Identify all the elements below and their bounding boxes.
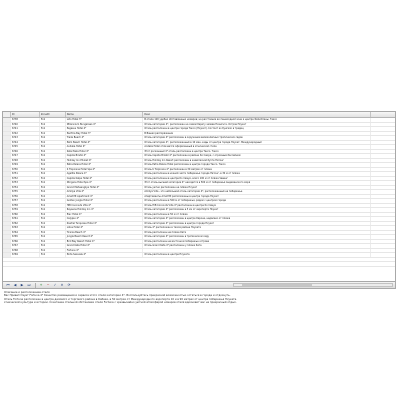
cell-extra[interactable]	[371, 240, 395, 244]
row-selector[interactable]	[3, 163, 11, 167]
cell-desc[interactable]: Отель Grand Kata 4* расположен у пляжа Ката	[143, 244, 371, 248]
cell-desc[interactable]: Этот роскошный 4* отель расположен в центре Таксо. Таксо	[143, 150, 371, 154]
row-selector[interactable]	[3, 249, 11, 253]
column-header-desc[interactable]: Desc	[143, 112, 371, 117]
cell-id[interactable]: 6767	[11, 244, 40, 248]
cell-id[interactable]: 6764	[11, 231, 40, 235]
cell-name[interactable]: Palm Beach Hotel 4*	[66, 141, 144, 145]
cancel-edit-icon[interactable]: ✕	[60, 283, 64, 287]
cell-extra[interactable]	[371, 190, 395, 194]
row-selector[interactable]	[3, 154, 11, 158]
cell-desc[interactable]: Отель уютно расположен на пляже Пхукет	[143, 186, 371, 190]
cell-extra[interactable]	[371, 118, 395, 122]
row-selector[interactable]	[3, 226, 11, 230]
cell-id[interactable]: 6748	[11, 159, 40, 163]
cell-desc[interactable]: Отель Capote Bristol 4* расположен в районе Ко Самуи, с огромным бассейном	[143, 154, 371, 158]
cell-extra[interactable]	[371, 217, 395, 221]
cell-zone[interactable]: 511	[40, 127, 66, 131]
cell-name[interactable]: K Tropicana Hotel Spa 4*	[66, 168, 144, 172]
row-selector[interactable]	[3, 123, 11, 127]
cell-desc[interactable]: Этот отель высшей категории 4* находится в 500 м от побережья Андаманского моря	[143, 181, 371, 185]
cell-zone[interactable]: 511	[40, 190, 66, 194]
row-selector[interactable]	[3, 132, 11, 136]
cell-zone[interactable]: 511	[40, 226, 66, 230]
row-selector[interactable]	[3, 208, 11, 212]
cell-name[interactable]: Millennium Bungalows 4*	[66, 123, 144, 127]
cell-id[interactable]: 6761	[11, 217, 40, 221]
cell-desc[interactable]: Отель расположен в 500 м от побережья, рядом с центром города	[143, 199, 371, 203]
cell-extra[interactable]	[371, 253, 395, 257]
horizontal-scrollbar[interactable]	[233, 283, 393, 287]
cell-name[interactable]: Capote Bristol 4*	[66, 154, 144, 158]
cell-extra[interactable]	[371, 213, 395, 217]
cell-desc[interactable]: Отель HIB Coconuts Villa 4* расположен в центре Ко Самуи	[143, 204, 371, 208]
cell-name[interactable]: Grand Mahaengkya Hotel 4*	[66, 186, 144, 190]
cell-zone[interactable]: 511	[40, 235, 66, 239]
row-selector[interactable]	[3, 150, 11, 154]
cell-extra[interactable]	[371, 172, 395, 176]
cell-id[interactable]: 6757	[11, 199, 40, 203]
cell-extra[interactable]	[371, 181, 395, 185]
cell-zone[interactable]: 511	[40, 186, 66, 190]
cell-name[interactable]: Elec Hotel 4*	[66, 213, 144, 217]
cell-extra[interactable]	[371, 141, 395, 145]
cell-name[interactable]: Agelitis Palace 4*	[66, 172, 144, 176]
description-panel[interactable]	[2, 290, 396, 310]
cell-desc[interactable]: Отель категории 4* расположен в 5 км от аэропорта Пхукет	[143, 208, 371, 212]
cell-zone[interactable]: 511	[40, 123, 66, 127]
first-record-icon[interactable]: ⏮	[6, 283, 10, 287]
cell-desc[interactable]	[143, 249, 371, 253]
scrollbar-thumb[interactable]	[242, 284, 312, 286]
cell-id[interactable]: 6762	[11, 222, 40, 226]
cell-zone[interactable]: 511	[40, 181, 66, 185]
cell-desc[interactable]: Отель категории 4*, расположен на самом берегу залива Пхангнга. Остров Пхукет	[143, 123, 371, 127]
cell-id[interactable]: 6765	[11, 235, 40, 239]
add-record-icon[interactable]: +	[39, 283, 43, 287]
cell-extra[interactable]	[371, 127, 395, 131]
cell-name[interactable]: Jungle Beach Resort 4*	[66, 235, 144, 239]
cell-id[interactable]: 6746	[11, 150, 40, 154]
column-header-extra[interactable]	[371, 112, 395, 117]
cell-id[interactable]: 6769	[11, 253, 40, 257]
cell-desc[interactable]: В Ваших распоряжении	[143, 132, 371, 136]
description-line: этнической культуре и истории. Сочетание стильной обстановки отеля Fortuna с чрезвычайно уютной атмосферой номеров отеля вдохновит вас на прекрасный отдых.	[4, 301, 237, 305]
row-selector[interactable]	[3, 118, 11, 122]
cell-zone[interactable]: 511	[40, 150, 66, 154]
row-selector[interactable]	[3, 181, 11, 185]
cell-extra[interactable]	[371, 145, 395, 149]
cell-zone[interactable]: 511	[40, 253, 66, 257]
cell-extra[interactable]	[371, 244, 395, 248]
row-selector[interactable]	[3, 213, 11, 217]
row-selector[interactable]	[3, 127, 11, 131]
cell-id[interactable]: 6749	[11, 163, 40, 167]
cell-zone[interactable]: 511	[40, 136, 66, 140]
row-selector-header	[3, 112, 11, 117]
cell-name[interactable]: Trade Beach 4*	[66, 136, 144, 140]
cell-extra[interactable]	[371, 163, 395, 167]
cell-name[interactable]: Fortune 4*	[66, 249, 144, 253]
last-record-icon[interactable]: ⏭	[27, 283, 31, 287]
cell-id[interactable]: 6759	[11, 208, 40, 212]
row-selector[interactable]	[3, 204, 11, 208]
cell-id[interactable]: 6766	[11, 240, 40, 244]
cell-extra[interactable]	[371, 208, 395, 212]
cell-extra[interactable]	[371, 136, 395, 140]
confirm-edit-icon[interactable]: ✓	[53, 283, 57, 287]
cell-desc[interactable]: Отель Holiday Inn Resort расположен в живописной бухте Патонг	[143, 159, 371, 163]
cell-id[interactable]: 6750	[11, 168, 40, 172]
cell-name[interactable]: Zoetrel Turquoise Hotel 4*	[66, 222, 144, 226]
row-selector[interactable]	[3, 231, 11, 235]
cell-desc[interactable]: Amiliya Villa - это небольшой отель категории 4*, расположенный на побережье	[143, 190, 371, 194]
cell-extra[interactable]	[371, 177, 395, 181]
toolbar-separator	[35, 283, 36, 288]
cell-zone[interactable]: 511	[40, 132, 66, 136]
cell-extra[interactable]	[371, 123, 395, 127]
cell-name[interactable]: Amat Mt Apartment 4*	[66, 195, 144, 199]
cell-desc[interactable]: Отель расположен в центре Пхукета	[143, 253, 371, 257]
cell-name[interactable]: Amiliya Villa 4*	[66, 190, 144, 194]
cell-extra[interactable]	[371, 154, 395, 158]
row-selector[interactable]	[3, 186, 11, 190]
row-selector[interactable]	[3, 222, 11, 226]
cell-name[interactable]: Capote Kalpa Hotel 4*	[66, 177, 144, 181]
cell-zone[interactable]: 511	[40, 240, 66, 244]
cell-name[interactable]: HIB Coconuts Villa 4*	[66, 204, 144, 208]
cell-extra[interactable]	[371, 222, 395, 226]
cell-name[interactable]: Pacifica Bay Hotel 3*	[66, 132, 144, 136]
row-selector[interactable]	[3, 190, 11, 194]
cell-name[interactable]: Pinta Seaview 4*	[66, 253, 144, 257]
cell-zone[interactable]: 511	[40, 199, 66, 203]
column-header-zone[interactable]: ZoneID	[40, 112, 66, 117]
cell-desc[interactable]: Отель расположен в центре Ко Самуи, всего 100 м от пляжа Чавенг	[143, 177, 371, 181]
cell-zone[interactable]: 511	[40, 231, 66, 235]
cell-desc[interactable]: Отель расположен в 50 м от пляжа	[143, 213, 371, 217]
cell-zone[interactable]: 511	[40, 213, 66, 217]
cell-zone[interactable]: 511	[40, 244, 66, 248]
cell-desc[interactable]: В отеле 120 удобно обставленных номеров; на расстоянии во пешеходной зоне и центре Филиппины. Таксо	[143, 118, 371, 122]
column-header-name[interactable]: Name	[66, 112, 144, 117]
cell-zone[interactable]: 511	[40, 208, 66, 212]
cell-name[interactable]: Holiday Inn Phuket 4*	[66, 159, 144, 163]
cell-name[interactable]: Rayaana Holiday Inn 4*	[66, 208, 144, 212]
cell-extra[interactable]	[371, 195, 395, 199]
cell-zone[interactable]: 511	[40, 177, 66, 181]
cell-extra[interactable]	[371, 159, 395, 163]
cell-name[interactable]: Pegasus Hotel 4*	[66, 127, 144, 131]
row-selector[interactable]	[3, 217, 11, 221]
cell-id[interactable]: 6743	[11, 136, 40, 140]
cell-extra[interactable]	[371, 235, 395, 239]
cell-extra[interactable]	[371, 226, 395, 230]
cell-name[interactable]: Morgans Hotel Spa 4*	[66, 181, 144, 185]
cell-id[interactable]: 6738	[11, 118, 40, 122]
description-line: Вас Приветствует Fortuna 4* Качество размещения и сервиса этого отеля категории 4*. Воспользуйтесь прекрасной возможностью остаться в городе и отдохнуть.	[4, 294, 231, 298]
cell-desc[interactable]: Отель расположен на пляже Ката	[143, 231, 371, 235]
cell-zone[interactable]: 511	[40, 172, 66, 176]
cell-id[interactable]: 6747	[11, 154, 40, 158]
cell-desc[interactable]: Отель категории 4*, расположенный в 10 мин. езды от центра города Пхукет. Международный	[143, 141, 371, 145]
cell-id[interactable]: 6755	[11, 190, 40, 194]
cell-zone[interactable]: 511	[40, 154, 66, 158]
cell-id[interactable]: 6742	[11, 132, 40, 136]
cell-extra[interactable]	[371, 168, 395, 172]
cell-desc[interactable]: Отель категории 4* расположен в центре города Пхукет	[143, 222, 371, 226]
cell-extra[interactable]	[371, 132, 395, 136]
cell-extra[interactable]	[371, 204, 395, 208]
cell-name[interactable]: Tirania Beach 4*	[66, 231, 144, 235]
cell-zone[interactable]: 511	[40, 145, 66, 149]
row-selector[interactable]	[3, 177, 11, 181]
description-line: Описание и расположение отеля	[4, 291, 50, 294]
cell-desc[interactable]: Отель расположен в южной части побережья города Патонг, в 30 м от пляжа	[143, 172, 371, 176]
cell-desc[interactable]: Отель расположен в центре города Таксо (Пхукет). Состоит из бунгало в традиц	[143, 127, 371, 131]
cell-id[interactable]: 6763	[11, 226, 40, 230]
cell-zone[interactable]: 511	[40, 204, 66, 208]
cell-desc[interactable]: Отель категории 4* расположен в окружении великолепных тропических садов	[143, 136, 371, 140]
cell-id[interactable]: 6754	[11, 186, 40, 190]
cell-id[interactable]: 6760	[11, 213, 40, 217]
data-grid[interactable]	[2, 111, 396, 282]
row-selector[interactable]	[3, 253, 11, 257]
cell-id[interactable]: 6756	[11, 195, 40, 199]
row-selector[interactable]	[3, 168, 11, 172]
cell-name[interactable]: Calypso 4*	[66, 217, 144, 221]
cell-zone[interactable]: 511	[40, 159, 66, 163]
previous-record-icon[interactable]: ◀	[13, 283, 17, 287]
cell-extra[interactable]	[371, 199, 395, 203]
cell-desc[interactable]: Отель расположен на восточном побережье острова	[143, 240, 371, 244]
cell-id[interactable]: 6744	[11, 141, 40, 145]
row-selector[interactable]	[3, 240, 11, 244]
cell-id[interactable]: 6753	[11, 181, 40, 185]
row-selector[interactable]	[3, 195, 11, 199]
cell-desc[interactable]: Апартаменты Amat Mt расположены в центре города Пхукет	[143, 195, 371, 199]
cell-id[interactable]: 6745	[11, 145, 40, 149]
row-selector[interactable]	[3, 199, 11, 203]
cell-extra[interactable]	[371, 186, 395, 190]
cell-zone[interactable]: 511	[40, 141, 66, 145]
cell-zone[interactable]: 511	[40, 118, 66, 122]
row-selector[interactable]	[3, 141, 11, 145]
cell-name[interactable]: Kata Plaza Hotel 4*	[66, 150, 144, 154]
cell-name[interactable]: Grand Kata Hotel 4*	[66, 244, 144, 248]
cell-extra[interactable]	[371, 231, 395, 235]
row-selector[interactable]	[3, 159, 11, 163]
cell-name[interactable]: Golden Jungle Hotel 4*	[66, 199, 144, 203]
cell-id[interactable]: 6741	[11, 127, 40, 131]
row-selector[interactable]	[3, 172, 11, 176]
cell-zone[interactable]: 511	[40, 163, 66, 167]
cell-extra[interactable]	[371, 249, 395, 253]
cell-desc[interactable]: Отель K Tropicana 4* расположен в 30 метрах от пляжа	[143, 168, 371, 172]
delete-record-icon[interactable]: −	[46, 283, 50, 287]
cell-name[interactable]: Bird Bay Resort Hotel 4*	[66, 240, 144, 244]
column-header-id[interactable]: ID	[11, 112, 40, 117]
cell-id[interactable]: 6740	[11, 123, 40, 127]
description-line: Отель Fortuna расположен в центре делового и торгового района в Кабаки, в 50 метрах от Международного аэропорта 10 и в 90 метрах от центра побережья Пхукета.	[4, 297, 238, 301]
row-selector[interactable]	[3, 136, 11, 140]
cell-id[interactable]: 6752	[11, 177, 40, 181]
cell-desc[interactable]: Andaka Hotel отличается оформленный в этнической стиле	[143, 145, 371, 149]
cell-name[interactable]: Andaka Hotel 4*	[66, 145, 144, 149]
cell-id[interactable]: 6751	[11, 172, 40, 176]
cell-desc[interactable]: Отель категории 4* расположен в центре Карона, недалеко от пляжа	[143, 217, 371, 221]
row-selector[interactable]	[3, 235, 11, 239]
cell-zone[interactable]: 511	[40, 195, 66, 199]
cell-name[interactable]: Patra Palace Hotel 4*	[66, 163, 144, 167]
cell-name[interactable]: Lido Hotel 3*	[66, 118, 144, 122]
cell-zone[interactable]: 511	[40, 222, 66, 226]
cell-desc[interactable]: Отель категории 4* расположен в тропическом саду	[143, 235, 371, 239]
cell-id[interactable]: 6768	[11, 249, 40, 253]
cell-extra[interactable]	[371, 150, 395, 154]
cell-desc[interactable]: Отель Patra Palace Hotel расположен в центре города Таксо. Таксо	[143, 163, 371, 167]
cell-id[interactable]: 6758	[11, 204, 40, 208]
empty-row	[3, 262, 395, 267]
refresh-icon[interactable]: ⟳	[67, 283, 71, 287]
row-selector[interactable]	[3, 145, 11, 149]
cell-name[interactable]: Lotus Hotel 4*	[66, 226, 144, 230]
grid-body	[3, 118, 395, 267]
row-selector[interactable]	[3, 244, 11, 248]
cell-zone[interactable]: 511	[40, 217, 66, 221]
cell-desc[interactable]: Отель 4* расположен в тихом районе Пхукета	[143, 226, 371, 230]
cell-zone[interactable]: 511	[40, 168, 66, 172]
cell-zone[interactable]: 511	[40, 249, 66, 253]
navigation-toolbar	[2, 282, 396, 289]
next-record-icon[interactable]: ▶	[20, 283, 24, 287]
